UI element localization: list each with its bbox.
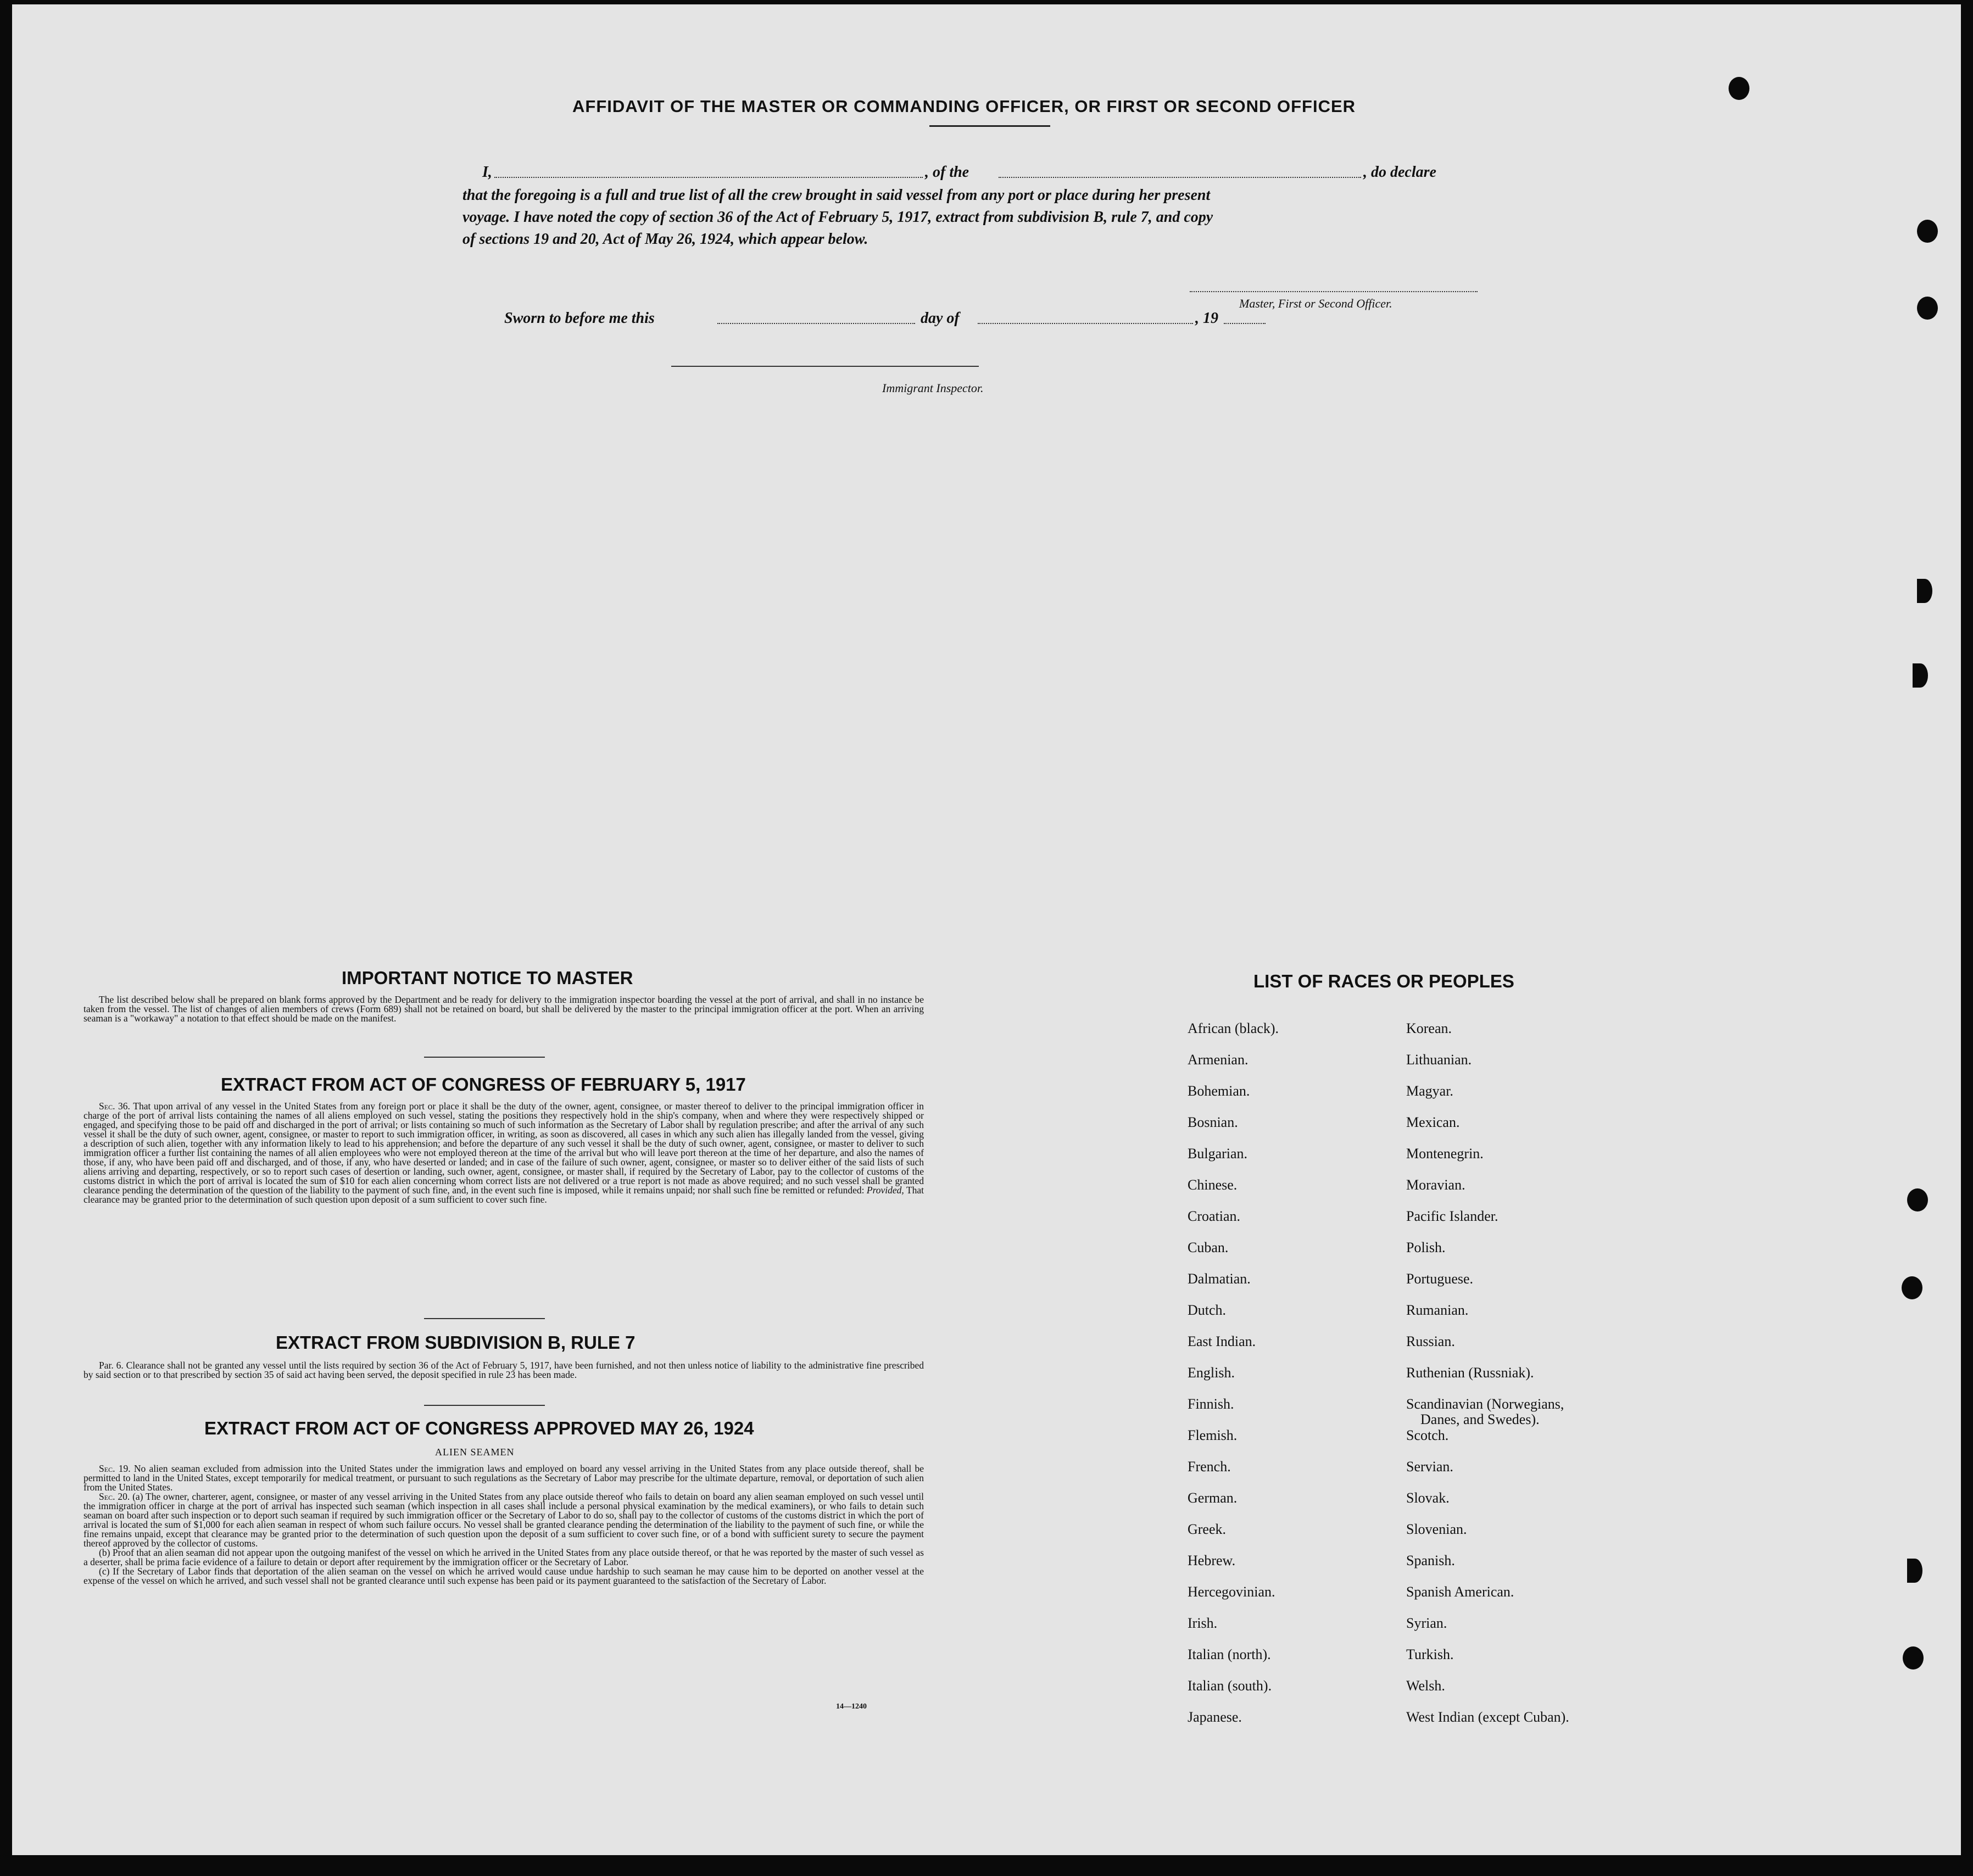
punch-hole	[1913, 663, 1928, 688]
punch-hole	[1917, 297, 1938, 320]
race-item: East Indian.	[1188, 1333, 1256, 1349]
race-item: Russian.	[1406, 1333, 1455, 1349]
inspector-caption: Immigrant Inspector.	[882, 381, 984, 395]
race-item: Syrian.	[1406, 1615, 1447, 1631]
provided-label: Provided,	[866, 1185, 904, 1196]
race-item: Montenegrin.	[1406, 1146, 1484, 1162]
race-item: West Indian (except Cuban).	[1406, 1709, 1569, 1725]
section-divider	[424, 1057, 545, 1058]
affidavit-line-2: that the foregoing is a full and true list of all the crew brought in said vessel from any port or place during her present	[462, 187, 1211, 204]
race-item: Scotch.	[1406, 1427, 1449, 1443]
race-item: Spanish American.	[1406, 1584, 1514, 1600]
punch-hole	[1729, 77, 1749, 100]
race-item: Rumanian.	[1406, 1302, 1469, 1318]
extract-rule7-text	[83, 1361, 924, 1380]
race-item: Irish.	[1188, 1615, 1218, 1631]
notice-title: IMPORTANT NOTICE TO MASTER	[342, 968, 633, 988]
races-title: LIST OF RACES OR PEOPLES	[1253, 971, 1514, 991]
affidavit-title: AFFIDAVIT OF THE MASTER OR COMMANDING OFFICER, OR FIRST OR SECOND OFFICER	[572, 97, 1356, 116]
alien-seamen-subtitle: ALIEN SEAMEN	[435, 1447, 515, 1458]
race-item: Slovenian.	[1406, 1521, 1467, 1537]
extract-rule7-title: EXTRACT FROM SUBDIVISION B, RULE 7	[276, 1332, 636, 1353]
notice-text	[83, 995, 924, 1023]
race-item: Scandinavian (Norwegians,	[1406, 1396, 1564, 1412]
race-item: Korean.	[1406, 1020, 1452, 1036]
year-blank	[1224, 323, 1266, 324]
race-item: Danes, and Swedes).	[1420, 1411, 1540, 1427]
race-item: Bosnian.	[1188, 1114, 1238, 1130]
rule7-paragraph: Par. 6. Clearance shall not be granted any vessel until the lists required by section 36 of the Act of February 5, 1917, have been furnished, and not then unless notice of liability to the administrative fine prescribed by said section or to that prescribed by section 35 of said act having been served, the deposit specified in rule 23 has been made.	[83, 1360, 924, 1380]
race-item: Hebrew.	[1188, 1553, 1236, 1568]
race-item: Cuban.	[1188, 1240, 1229, 1255]
sec20a-paragraph	[83, 1492, 924, 1548]
affidavit-line-4: of sections 19 and 20, Act of May 26, 1924, which appear below.	[462, 231, 868, 248]
race-item: Greek.	[1188, 1521, 1227, 1537]
notice-paragraph: The list described below shall be prepared on blank forms approved by the Department and be ready for delivery to the immigration inspector boarding the vessel at the port of arrival, and shall in no instance be taken from the vessel. The list of changes of alien members of crews (Form 689) shall not be retained on board, but shall be delivered by the master to the principal immigration officer at the port. When an arriving seaman is a "workaway" a notation to that effect should be made on the manifest.	[83, 994, 924, 1024]
punch-hole	[1902, 1276, 1922, 1299]
title-underline	[929, 125, 1050, 127]
sec19-label: Sec. 19.	[99, 1463, 131, 1474]
sec36-text: That upon arrival of any vessel in the United States from any foreign port or place it shall be the duty of the owner, agent, consignee, or master thereof to deliver to the principal immigration officer in charge of the port of arrival lists containing the names of all aliens employed on such vessel, stating the positions they respectively hold in the ship's company, when and where they were respectively shipped or engaged, and specifying those to be paid off and discharged in the port of arrival; or lists containing so much of such information as the Secretary of Labor shall by regulation prescribe; and after the arrival of any such vessel it shall be the duty of such owner, agent, consignee, or master to report to such immigration officer, in writing, as soon as discovered, all cases in which any such alien has illegally landed from the vessel, giving a description of such alien, together with any information likely to lead to his apprehension; and before the departure of any such vessel it shall be the duty of such owner, agent, consignee, or master to deliver to such immigration officer a further list containing the names of all alien employees who were not employed thereon at the time of the arrival but who will leave port thereon at the time of her departure, and also the names of those, if any, who have been paid off and discharged, and of those, if any, who have deserted or landed; and in case of the failure of such owner, agent, consignee, or master so to deliver either of the said lists of such aliens arriving and departing, respectively, or so to report such cases of desertion or landing, such owner, agent, consignee, or master shall, if required by the Secretary of Labor, pay to the collector of customs of the customs district in which the port of arrival is located the sum of $10 for each alien concerning whom correct lists are not delivered or a true report is not made as above required; and no such vessel shall be granted clearance pending the determination of the question of the liability to the payment of such fine, and, in the event such fine is imposed, while it remains unpaid; nor shall such fine be remitted or refunded:	[83, 1101, 924, 1196]
sworn-line	[504, 310, 1273, 330]
day-of-label: day of	[921, 310, 960, 327]
race-item: Flemish.	[1188, 1427, 1238, 1443]
punch-hole	[1907, 1559, 1922, 1583]
sec19-text: No alien seaman excluded from admission into the United States under the immigration laws and employed on board any vessel arriving in the United States from any place outside thereof, shall be permitted to land in the United States, except temporarily for medical treatment, or pursuant to such regulations as the Secretary of Labor may prescribe for the ultimate departure, removal, or deportation of such alien from the United States.	[83, 1463, 924, 1493]
race-item: Chinese.	[1188, 1177, 1238, 1193]
race-item: Turkish.	[1406, 1646, 1454, 1662]
race-item: Dalmatian.	[1188, 1271, 1251, 1287]
race-item: German.	[1188, 1490, 1238, 1506]
form-number: 14—1240	[836, 1702, 867, 1711]
name-blank	[494, 177, 923, 178]
sec20a-text: (a) The owner, charterer, agent, consignee, or master of any vessel arriving in the United States from any place outside thereof who fails to detain on board any alien seaman employed on such vessel until the immigration officer in charge at the port of arrival has inspected such seaman (which inspection in all cases shall include a personal physical examination by the medical examiners), or who fails to detain such seaman on board after such inspection or to deport such seaman if required by such immigration officer or the Secretary of Labor to do so, shall pay to the collector of customs of the customs district in which the port of arrival is located the sum of $1,000 for each alien seaman in respect of whom such failure occurs. No vessel shall be granted clearance pending the determination of the liability to the payment of such fine, or while the fine remains unpaid, except that clearance may be granted prior to the determination of such question upon the deposit of a sum sufficient to cover such fine, or of a bond with sufficient surety to secure the payment thereof approved by the collector of customs.	[83, 1491, 924, 1549]
sec36-label: Sec. 36.	[99, 1101, 130, 1112]
race-item: Armenian.	[1188, 1052, 1249, 1068]
affidavit-i: I,	[482, 164, 492, 181]
race-item: English.	[1188, 1365, 1235, 1381]
races-right-column	[1406, 1020, 1670, 1734]
sworn-label: Sworn to before me this	[504, 310, 655, 327]
punch-hole	[1917, 579, 1932, 603]
affidavit-line-3: voyage. I have noted the copy of section 36 of the Act of February 5, 1917, extract from subdivision B, rule 7, and copy	[462, 209, 1213, 226]
race-item: Dutch.	[1188, 1302, 1227, 1318]
race-item: Bohemian.	[1188, 1083, 1250, 1099]
signature-line	[1190, 291, 1478, 292]
race-item: Ruthenian (Russniak).	[1406, 1365, 1534, 1381]
affidavit-of-the: , of the	[925, 164, 969, 181]
month-blank	[978, 323, 1193, 324]
punch-hole	[1907, 1188, 1928, 1211]
race-item: Moravian.	[1406, 1177, 1465, 1193]
section-divider	[424, 1405, 545, 1406]
affidavit-line-1	[482, 164, 1538, 183]
race-item: Portuguese.	[1406, 1271, 1474, 1287]
race-item: Bulgarian.	[1188, 1146, 1248, 1162]
race-item: Hercegovinian.	[1188, 1584, 1275, 1600]
race-item: Magyar.	[1406, 1083, 1453, 1099]
vessel-blank	[999, 177, 1361, 178]
form-page	[12, 4, 1961, 1855]
race-item: Italian (south).	[1188, 1678, 1272, 1694]
section-divider	[424, 1318, 545, 1319]
sec36-text-end: That clearance may be granted prior to the determination of such question upon deposit of a sum sufficient to cover such fine.	[83, 1185, 924, 1205]
race-item: French.	[1188, 1459, 1231, 1475]
punch-hole	[1903, 1646, 1924, 1670]
race-item: Welsh.	[1406, 1678, 1445, 1694]
race-item: Italian (north).	[1188, 1646, 1271, 1662]
signature-caption: Master, First or Second Officer.	[1239, 297, 1392, 310]
extract-1917-text	[83, 1102, 924, 1204]
race-item: Japanese.	[1188, 1709, 1242, 1725]
race-item: Servian.	[1406, 1459, 1453, 1475]
sec20b-paragraph: (b) Proof that an alien seaman did not appear upon the outgoing manifest of the vessel on which he arrived in the United States from any place outside thereof, or that he was reported by the master of such vessel as a deserter, shall be prima facie evidence of a failure to detain or deport after requirement by the immigration officer or the Secretary of Labor.	[83, 1547, 924, 1567]
punch-hole	[1917, 220, 1938, 243]
extract-1924-text	[83, 1464, 924, 1585]
inspector-line	[671, 366, 979, 367]
race-item: Lithuanian.	[1406, 1052, 1472, 1068]
race-item: Spanish.	[1406, 1553, 1455, 1568]
race-item: Polish.	[1406, 1240, 1446, 1255]
race-item: Slovak.	[1406, 1490, 1450, 1506]
extract-1924-title: EXTRACT FROM ACT OF CONGRESS APPROVED MAY 26, 1924	[204, 1418, 754, 1438]
extract-1917-title: EXTRACT FROM ACT OF CONGRESS OF FEBRUARY 5, 1917	[221, 1074, 746, 1095]
sec20-label: Sec. 20.	[99, 1491, 130, 1502]
races-left-column	[1188, 1020, 1385, 1734]
day-blank	[717, 323, 915, 324]
year-label: , 19	[1195, 310, 1218, 327]
affidavit-declare: , do declare	[1363, 164, 1436, 181]
race-item: African (black).	[1188, 1020, 1279, 1036]
sec19-paragraph	[83, 1464, 924, 1492]
race-item: Finnish.	[1188, 1396, 1234, 1412]
race-item: Croatian.	[1188, 1208, 1241, 1224]
race-item: Pacific Islander.	[1406, 1208, 1498, 1224]
race-item: Mexican.	[1406, 1114, 1460, 1130]
sec36-paragraph	[83, 1102, 924, 1204]
sec20c-paragraph: (c) If the Secretary of Labor finds that deportation of the alien seaman on the vessel on which he arrived would cause undue hardship to such seaman he may cause him to be deported on another vessel at the expense of the vessel on which he arrived, and such vessel shall not be granted clearance until such expense has been paid or its payment guaranteed to the satisfaction of the Secretary of Labor.	[83, 1566, 924, 1586]
